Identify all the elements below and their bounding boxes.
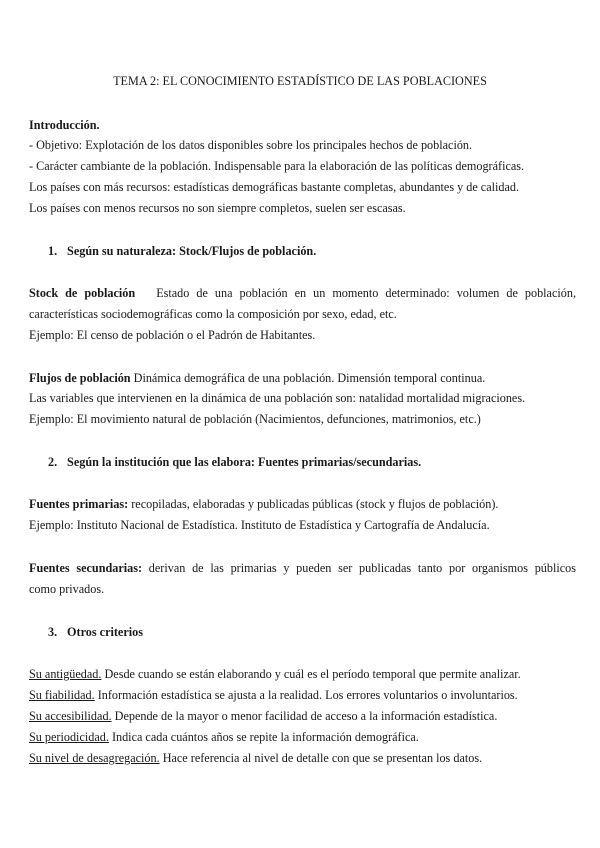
stock-term: Stock de población	[29, 286, 136, 300]
intro-line: Los países con más recursos: estadísticas demográficas bastante completas, abundantes y de calidad.	[29, 180, 520, 194]
criterion-term: Su antigüedad.	[29, 667, 102, 681]
criterion-item	[29, 667, 576, 682]
section-3-heading	[48, 625, 143, 640]
criterion-item	[29, 709, 576, 724]
primarias-term: Fuentes primarias:	[29, 497, 129, 511]
criterion-item	[29, 751, 576, 766]
flujos-text: Dinámica demográfica de una población. Dimensión temporal continua.	[133, 371, 486, 385]
criterion-text: Indica cada cuántos años se repite la información demográfica.	[108, 730, 419, 744]
primarias-paragraph-line	[29, 497, 576, 512]
flujos-example: Ejemplo: El movimiento natural de población (Nacimientos, defunciones, matrimonios, etc.)	[29, 412, 481, 426]
stock-text-line: características sociodemográficas como la composición por sexo, edad, etc.	[29, 307, 397, 321]
section-title: Otros criterios	[67, 625, 143, 639]
intro-line: - Carácter cambiante de la población. Indispensable para la elaboración de las políticas demográficas.	[29, 159, 525, 173]
criterion-term: Su periodicidad.	[29, 730, 109, 744]
criterion-text: Depende de la mayor o menor facilidad de acceso a la información estadística.	[111, 709, 498, 723]
section-2-heading	[48, 455, 421, 470]
section-title: Según la institución que las elabora: Fuentes primarias/secundarias.	[67, 455, 422, 469]
criterion-item	[29, 688, 576, 703]
criterion-text: Desde cuando se están elaborando y cuál es el período temporal que permite analizar.	[101, 667, 521, 681]
intro-heading: Introducción.	[29, 118, 100, 132]
secundarias-text: derivan de las primarias y pueden ser publicadas tanto por organismos públicos	[148, 561, 577, 575]
criterion-term: Su nivel de desagregación.	[29, 751, 160, 765]
criterion-item	[29, 730, 576, 745]
secundarias-text-line: como privados.	[29, 582, 105, 596]
secundarias-term: Fuentes secundarias:	[29, 561, 143, 575]
criterion-term: Su accesibilidad.	[29, 709, 112, 723]
criterion-text: Información estadística se ajusta a la realidad. Los errores voluntarios o involuntarios.	[94, 688, 518, 702]
flujos-paragraph-line	[29, 371, 576, 386]
section-1-heading	[48, 244, 316, 259]
stock-paragraph-line	[29, 286, 576, 301]
primarias-example: Ejemplo: Instituto Nacional de Estadística. Instituto de Estadística y Cartografía de Andalucía.	[29, 518, 490, 532]
section-number: 2.	[48, 455, 58, 469]
stock-example: Ejemplo: El censo de población o el Padrón de Habitantes.	[29, 328, 316, 342]
section-title: Según su naturaleza: Stock/Flujos de población.	[67, 244, 317, 258]
section-number: 3.	[48, 625, 58, 639]
intro-line: Los países con menos recursos no son siempre completos, suelen ser escasas.	[29, 201, 406, 215]
criterion-text: Hace referencia al nivel de detalle con que se presentan los datos.	[159, 751, 483, 765]
flujos-term: Flujos de población	[29, 371, 131, 385]
flujos-text-line: Las variables que intervienen en la dinámica de una población son: natalidad mortalidad migraciones.	[29, 391, 526, 405]
document-title: TEMA 2: EL CONOCIMIENTO ESTADÍSTICO DE LAS POBLACIONES	[113, 74, 487, 88]
section-number: 1.	[48, 244, 58, 258]
stock-text: Estado de una población en un momento determinado: volumen de población,	[156, 286, 576, 300]
secundarias-paragraph-line	[29, 561, 576, 576]
primarias-text: recopiladas, elaboradas y publicadas públicas (stock y flujos de población).	[131, 497, 499, 511]
criterion-term: Su fiabilidad.	[29, 688, 95, 702]
intro-line: - Objetivo: Explotación de los datos disponibles sobre los principales hechos de población.	[29, 138, 473, 152]
